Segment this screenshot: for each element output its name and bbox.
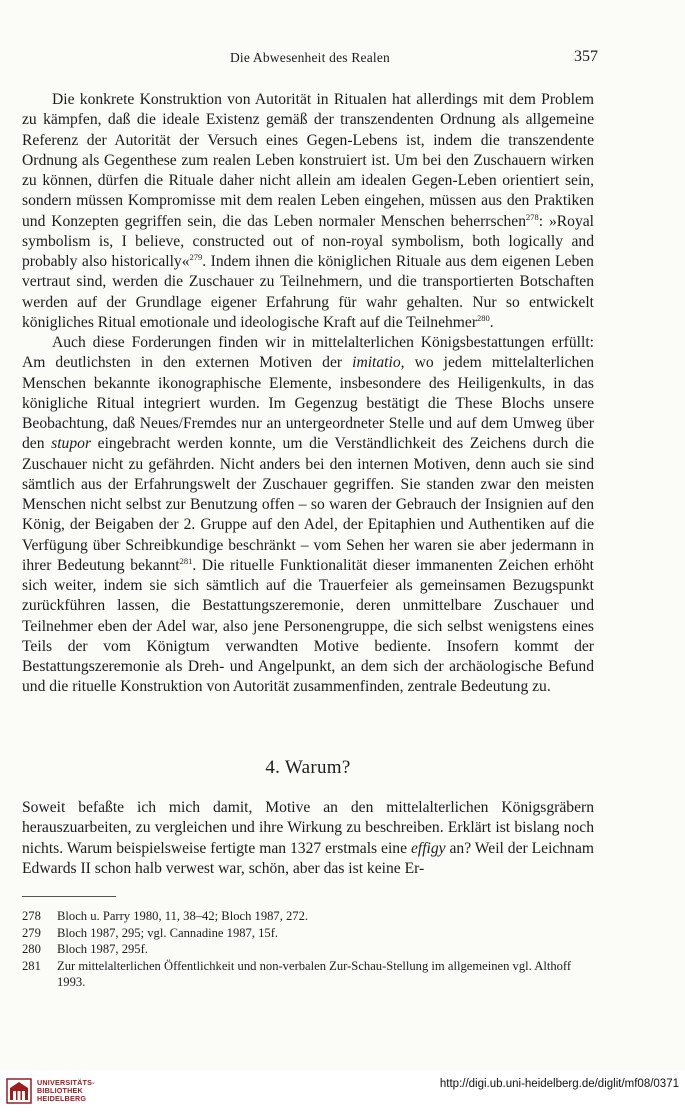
footnote-text: Zur mittelalterlichen Öffentlichkeit und non-verbalen Zur-Schau-Stellung im allgemeinen vgl. Althoff 1993. — [57, 958, 572, 989]
library-seal-icon — [6, 1078, 32, 1104]
body-text — [22, 90, 594, 698]
running-head — [22, 48, 598, 68]
logo-line: UNIVERSITÄTS- — [37, 1078, 95, 1087]
footnote-number: 280 — [22, 942, 41, 956]
footnote-reference[interactable]: 280 — [477, 312, 490, 323]
footnote-text: Bloch 1987, 295; vgl. Cannadine 1987, 15f. — [57, 925, 279, 940]
paragraph-2: Auch diese Forderungen finden wir in mittelalterlichen Königsbestattungen erfüllt: Am deutlichsten in den externen Motiven der imitatio, wo jedem mittelalterlichen Menschen bekannte ikonographische Elemente, insbesondere des Heiligenkults, in das königliche Ritual integriert wurden. Im Gegenzug bestätigt die These Blochs unsere Beobachtung, daß Neues/Fremdes nur an untergeordneter Stelle und auf dem Umweg über den stupor eingebracht werden konnte, um die Verständlichkeit des Zeichens durch die Zuschauer nicht zu gefährden. Nicht anders bei den internen Motiven, denn auch sie sind sämtlich aus der Erfahrungswelt der Zuschauer gegriffen. Sie standen zwar den meisten Menschen nicht selbst zur Benutzung offen – so waren der Gebrauch der Insignien auf den König, der Beigaben der 2. Gruppe auf den Adel, der Epitaphien und Authentiken auf die Verfügung über Schreibkundige beschränkt – vom Sehen her waren sie aber jedermann in ihrer Bedeutung bekannt$^{281}$. Die rituelle Funktionalität dieser immanenten Zeichen erhöht sich weiter, indem sie sich sämtlich auf die Trauerfeier als gemeinsamen Bezugspunkt zurückführen lassen, die Bestattungszeremonie, deren unmittelbare Zuschauer und Teilnehmer eben der Adel war, also jene Personengruppe, die sich selbst wenigstens eines Teils der vom Königtum verwandten Motive bediente. Insofern kommt der Bestattungszeremonie als Dreh- und Angelpunkt, an dem sich der archäologische Befund und die rituelle Konstruktion von Autorität zusammenfinden, zentrale Bedeutung zu. — [22, 334, 595, 696]
footnote-279 — [22, 925, 594, 942]
footnote-number: 278 — [22, 909, 41, 923]
footnote-280 — [22, 941, 594, 958]
section-heading: 4. Warum? — [265, 757, 351, 778]
footnote-reference[interactable]: 278 — [526, 211, 539, 222]
source-url[interactable]: http://digi.ub.uni-heidelberg.de/diglit/mf08/0371 — [439, 1078, 679, 1090]
footnotes — [22, 908, 594, 991]
section-paragraph: Soweit befaßte ich mich damit, Motive an den mittelalterlichen Königsgräbern herauszuarbeiten, zu vergleichen und ihre Wirkung zu beschreiben. Erklärt ist bislang noch nichts. Warum beispielsweise fertigte man 1327 erstmals eine effigy an? Weil der Leichnam Edwards II schon halb verwest war, schön, aber das ist keine Er- — [22, 799, 594, 877]
footnote-text: Bloch u. Parry 1980, 11, 38–42; Bloch 1987, 272. — [57, 909, 309, 923]
footnote-rule — [22, 896, 116, 897]
logo-line: HEIDELBERG — [37, 1094, 87, 1103]
footnote-reference[interactable]: 281 — [179, 555, 193, 566]
logo-line: BIBLIOTHEK — [37, 1086, 83, 1095]
footnote-number: 281 — [22, 958, 41, 973]
footnote-text: Bloch 1987, 295f. — [57, 942, 148, 956]
footnote-number: 279 — [22, 925, 41, 940]
italic-term: imitatio — [352, 354, 401, 372]
footnote-reference[interactable]: 279 — [189, 251, 203, 262]
italic-term: stupor — [51, 435, 92, 453]
footnote-281 — [22, 958, 594, 991]
running-title: Die Abwesenheit des Realen — [229, 50, 391, 65]
library-logo[interactable] — [6, 1078, 95, 1104]
paragraph-1: Die konkrete Konstruktion von Autorität in Ritualen hat allerdings mit dem Problem zu kämpfen, daß die ideale Existenz gemäß der transzendenten Ordnung als allgemeine Referenz der Autorität der Versuch eines Gegen-Lebens ist, indem die transzendente Ordnung als Gegenthese zum realen Leben konstruiert ist. Um bei den Zuschauern wirken zu können, dürfen die Rituale daher nicht allein am idealen Gegen-Leben orientiert sein, sondern müssen Kompromisse mit dem realen Leben eingehen, müssen aus den Praktiken und Konzepten gegriffen sein, die das Leben normaler Menschen beherrschen$^{278}$: »Royal symbolism is, I believe, constructed out of non-royal symbolism, both logically and probably also historically«$^{279}$. Indem ihnen die königlichen Rituale aus dem eigenen Leben vertraut sind, werden die Zuschauer zu Teilnehmern, und die transportierten Botschaften werden auf der Grundlage eigener Erfahrung für wahr gehalten. Nur so entwickelt königliches Ritual emotionale und ideologische Kraft auf die Teilnehmer$^{280}$. — [22, 91, 594, 331]
logo-text — [37, 1079, 95, 1103]
page-number: 357 — [574, 48, 598, 65]
footnote-278 — [22, 908, 594, 925]
italic-term: effigy — [410, 839, 446, 857]
section-body — [22, 798, 594, 879]
